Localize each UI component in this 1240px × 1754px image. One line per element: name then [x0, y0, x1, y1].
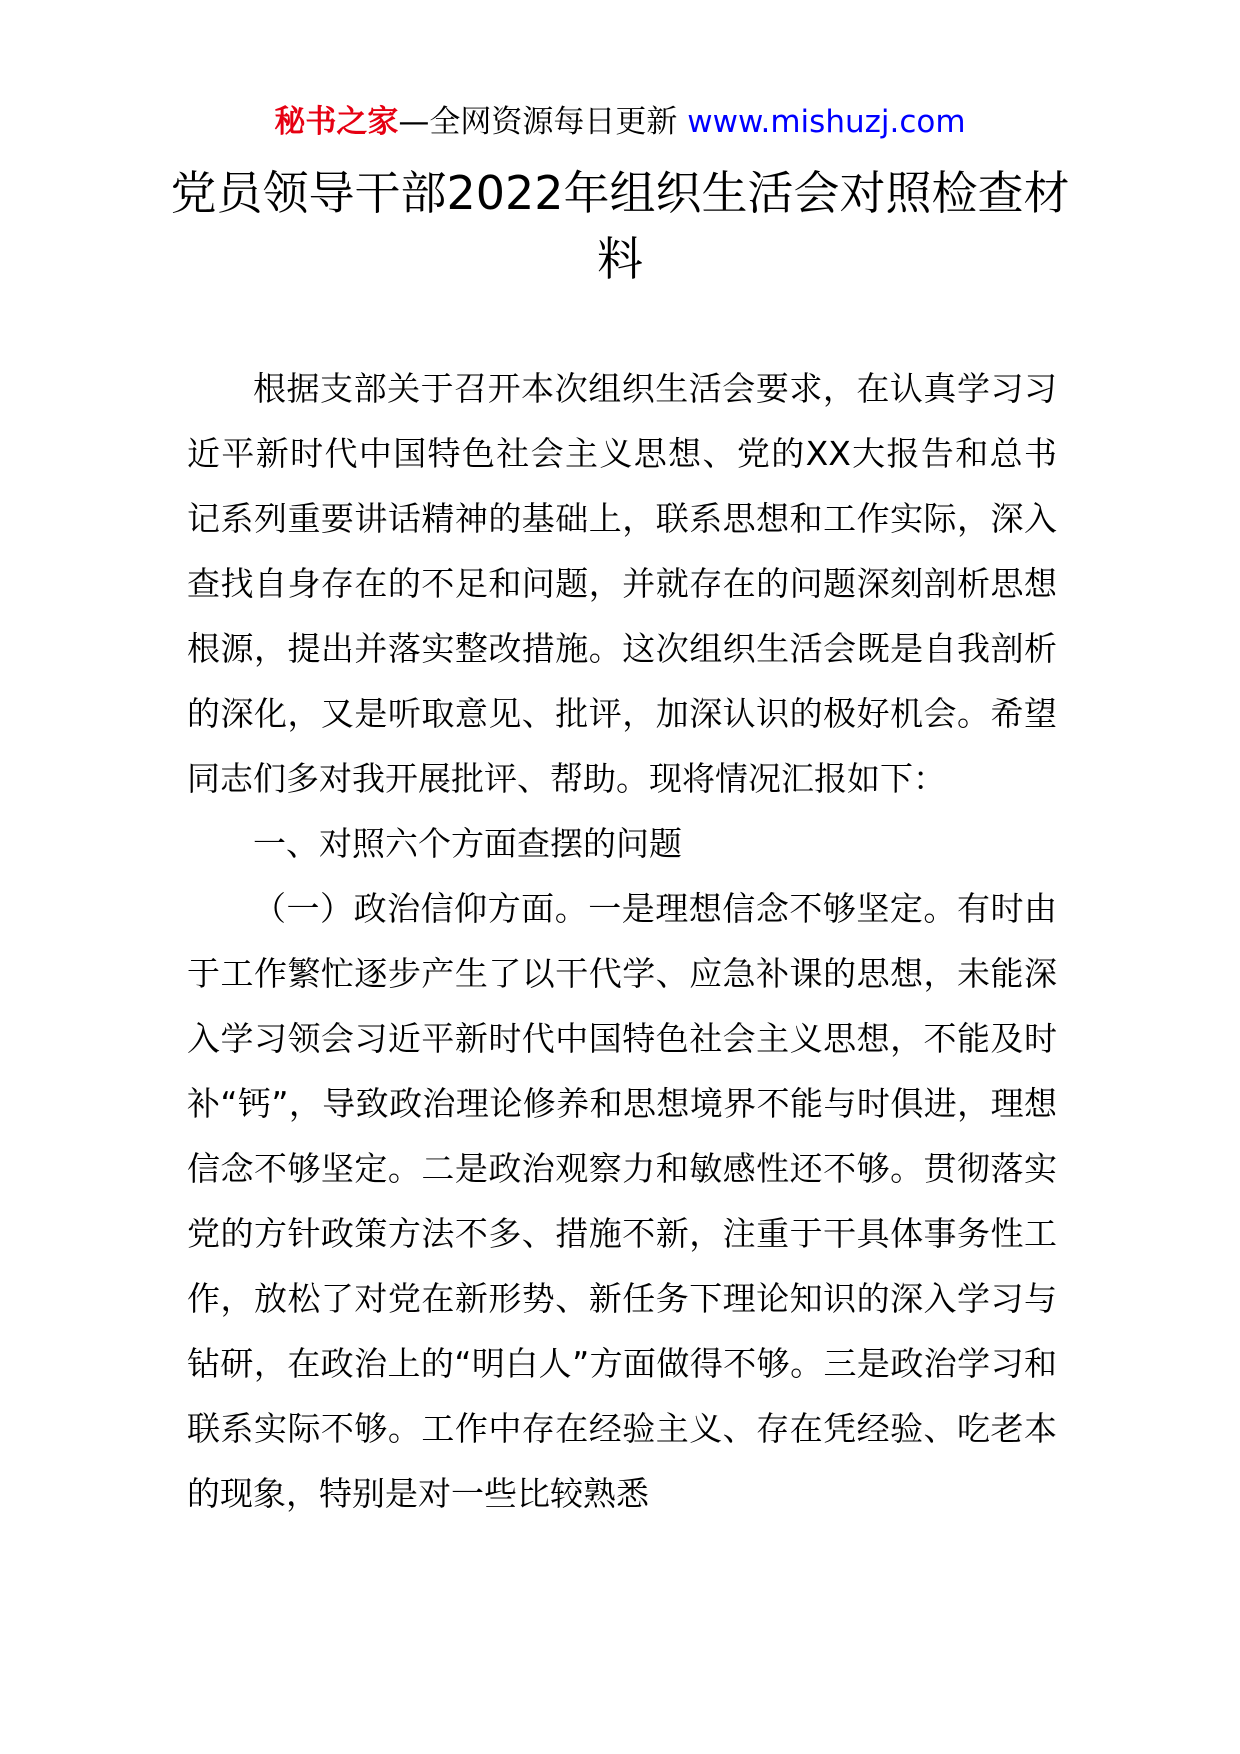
section-heading: 一、对照六个方面查摆的问题	[253, 824, 682, 863]
site-banner	[0, 100, 1240, 144]
brand-slogan: —全网资源每日更新	[398, 104, 688, 140]
brand-name: 秘书之家	[274, 104, 399, 140]
site-url-link[interactable]: www.mishuzj.com	[687, 104, 966, 140]
political-belief-paragraph: （一）政治信仰方面。一是理想信念不够坚定。有时由于工作繁忙逐步产生了以干代学、应急补课的思想，未能深入学习领会习近平新时代中国特色社会主义思想，不能及时补“钙”，导致政治理论修养和思想境界不能与时俱进，理想信念不够坚定。二是政治观察力和敏感性还不够。贯彻落实党的方针政策方法不多、措施不新，注重于干具体事务性工作，放松了对党在新形势、新任务下理论知识的深入学习与钻研，在政治上的“明白人”方面做得不够。三是政治学习和联系实际不够。工作中存在经验主义、存在凭经验、吃老本的现象，特别是对一些比较熟悉	[187, 889, 1057, 1513]
document-body	[187, 356, 1057, 1526]
intro-paragraph: 根据支部关于召开本次组织生活会要求，在认真学习习近平新时代中国特色社会主义思想、党的XX大报告和总书记系列重要讲话精神的基础上，联系思想和工作实际，深入查找自身存在的不足和问题，并就存在的问题深刻剖析思想根源，提出并落实整改措施。这次组织生活会既是自我剖析的深化，又是听取意见、批评，加深认识的极好机会。希望同志们多对我开展批评、帮助。现将情况汇报如下：	[187, 369, 1057, 798]
document-title: 党员领导干部2022年组织生活会对照检查材料	[170, 166, 1070, 286]
